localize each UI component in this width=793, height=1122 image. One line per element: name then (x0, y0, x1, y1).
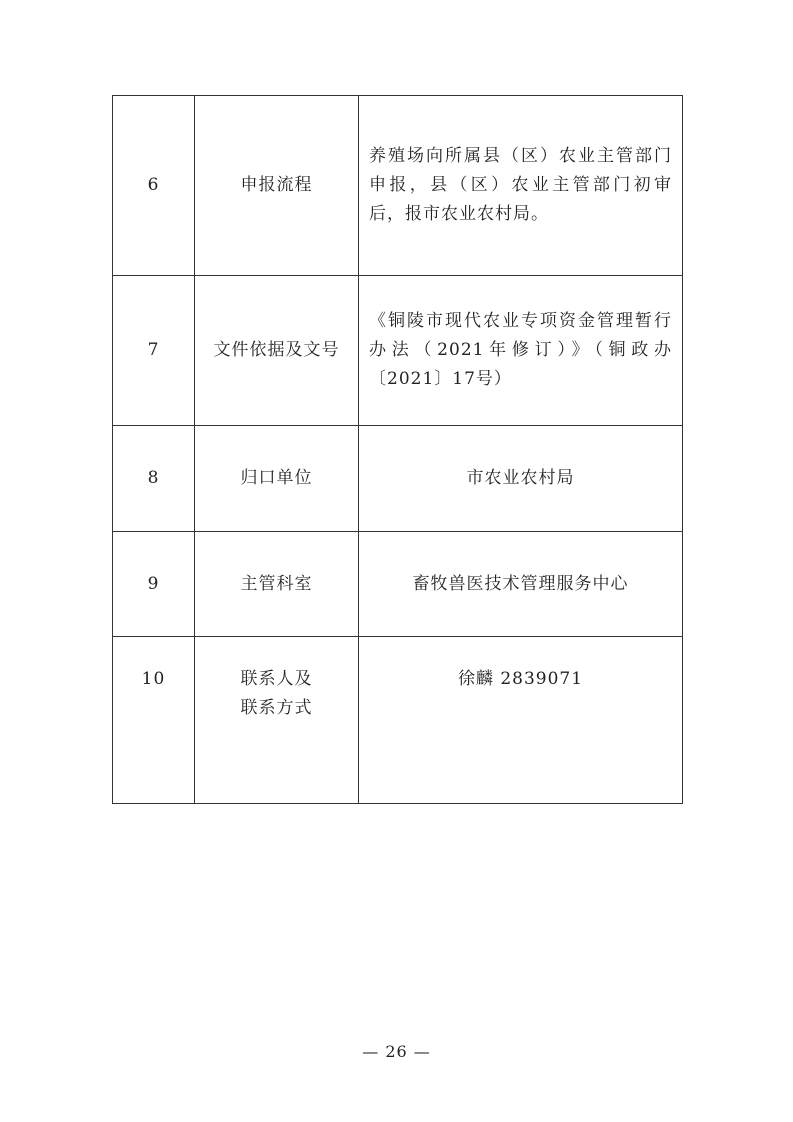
row-number: 6 (113, 96, 195, 276)
row-label-line1: 联系人及 (240, 669, 313, 689)
page-number: — 26 — (362, 1042, 431, 1061)
row-content: 市农业农村局 (359, 426, 683, 532)
row-number-text: 10 (141, 669, 166, 689)
row-label: 主管科室 (195, 532, 359, 637)
row-label: 文件依据及文号 (195, 276, 359, 426)
row-content: 畜牧兽医技术管理服务中心 (359, 532, 683, 637)
row-label: 申报流程 (195, 96, 359, 276)
row-number (113, 637, 195, 804)
table-row (113, 96, 683, 276)
table-row (113, 276, 683, 426)
row-label-line2: 联系方式 (240, 698, 313, 718)
row-content-text: 徐麟 2839071 (457, 669, 584, 689)
row-content (359, 637, 683, 804)
row-number: 8 (113, 426, 195, 532)
table-row (113, 426, 683, 532)
row-number: 9 (113, 532, 195, 637)
row-label-wrap (195, 637, 358, 723)
row-content: 养殖场向所属县（区）农业主管部门申报，县（区）农业主管部门初审后，报市农业农村局。 (359, 96, 683, 276)
info-table (112, 95, 683, 804)
table-row (113, 532, 683, 637)
row-content: 《铜陵市现代农业专项资金管理暂行办法（2021年修订）》（铜政办〔2021〕17号） (359, 276, 683, 426)
table-row (113, 637, 683, 804)
row-number: 7 (113, 276, 195, 426)
row-label: 归口单位 (195, 426, 359, 532)
row-label (195, 637, 359, 804)
